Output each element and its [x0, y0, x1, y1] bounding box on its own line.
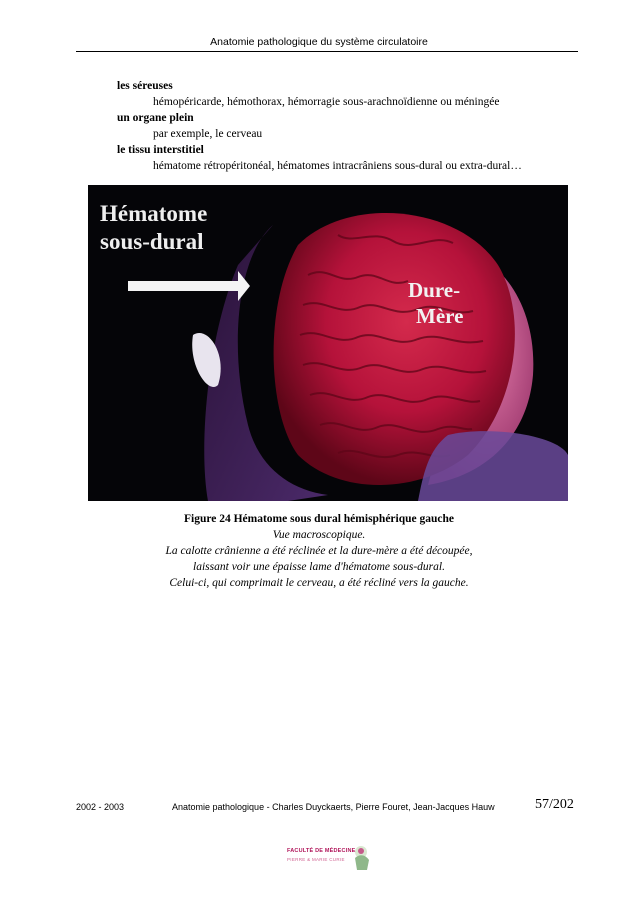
caption-line: Celui-ci, qui comprimait le cerveau, a été récliné vers la gauche. — [169, 577, 469, 589]
caption-title: Figure 24 Hématome sous dural hémisphérique gauche — [183, 513, 455, 525]
deflist-definition: hémopéricarde, hémothorax, hémorragie sous-arachnoïdienne ou méningée — [153, 96, 500, 108]
brain-photo-illustration — [88, 185, 568, 501]
label-dura-line1: Dure- — [408, 278, 461, 302]
footer-years: 2002 - 2003 — [76, 802, 125, 812]
footer-authors: Anatomie pathologique - Charles Duyckaerts, Pierre Fouret, Jean-Jacques Hauw — [172, 802, 495, 812]
deflist-definition: hématome rétropéritonéal, hématomes intracrâniens sous-dural ou extra-dural… — [153, 160, 522, 172]
label-dura-line2: Mère — [416, 304, 464, 328]
faculty-logo — [275, 840, 375, 874]
definition-list — [117, 78, 522, 174]
figure-caption — [0, 511, 638, 591]
deflist-definition: par exemple, le cerveau — [153, 128, 263, 140]
label-hematoma-line2: sous-dural — [100, 229, 204, 254]
page-number: 57/202 — [535, 797, 574, 812]
logo-line2: PIERRE & MARIE CURIE — [287, 857, 345, 862]
header-rule — [76, 51, 578, 52]
deflist-term: un organe plein — [117, 112, 194, 124]
figure-photo — [88, 185, 568, 501]
logo-line1: FACULTÉ DE MÉDECINE — [287, 848, 356, 854]
label-hematoma-line1: Hématome — [100, 201, 208, 226]
deflist-term: le tissu interstitiel — [117, 144, 204, 156]
caption-line: Vue macroscopique. — [272, 529, 366, 541]
deflist-term: les séreuses — [117, 80, 173, 92]
caption-line: laissant voir une épaisse lame d'hématome sous-dural. — [193, 561, 445, 573]
page-header: Anatomie pathologique du système circulatoire — [210, 36, 428, 48]
caption-line: La calotte crânienne a été réclinée et la dure-mère a été découpée, — [165, 545, 473, 557]
